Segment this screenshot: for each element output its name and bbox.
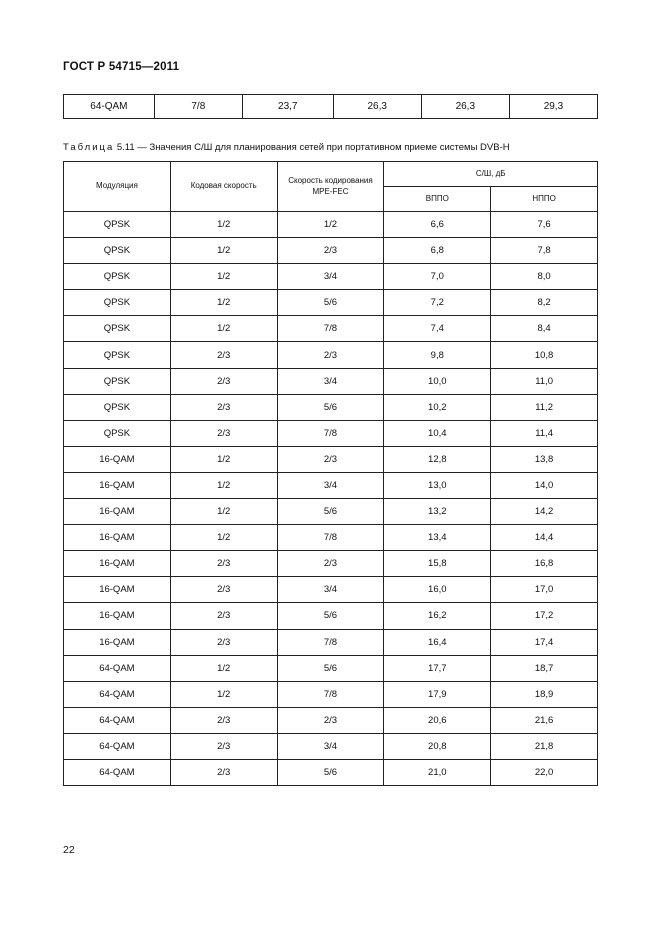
- table-cell: 7/8: [277, 420, 384, 446]
- table-cell: 15,8: [384, 551, 491, 577]
- table-cell: 1/2: [170, 446, 277, 472]
- table-cell: 22,0: [491, 759, 598, 785]
- table-row: [64, 368, 598, 394]
- table-cell: 26,3: [421, 95, 509, 119]
- table-cell: 6,6: [384, 212, 491, 238]
- table-cell: 8,0: [491, 264, 598, 290]
- table-cell: QPSK: [64, 420, 171, 446]
- table-body: [64, 212, 598, 786]
- table-cell: 1/2: [170, 681, 277, 707]
- table-cell: 7,8: [491, 238, 598, 264]
- table-cell: 1/2: [170, 264, 277, 290]
- table-cell: 5/6: [277, 499, 384, 525]
- table-cell: 17,7: [384, 655, 491, 681]
- table-cell: 3/4: [277, 472, 384, 498]
- table-cell: 2/3: [170, 420, 277, 446]
- table-cell: 13,2: [384, 499, 491, 525]
- table-cell: QPSK: [64, 368, 171, 394]
- table-cell: 20,6: [384, 707, 491, 733]
- header-modulation: Модуляция: [64, 162, 171, 212]
- table-cell: 16,0: [384, 577, 491, 603]
- table-cell: 21,6: [491, 707, 598, 733]
- table-cell: 18,9: [491, 681, 598, 707]
- table-cell: 5/6: [277, 603, 384, 629]
- table-cell: 64-QAM: [64, 95, 155, 119]
- table-cell: 7/8: [277, 681, 384, 707]
- table-cell: 1/2: [170, 472, 277, 498]
- table-cell: 7/8: [277, 525, 384, 551]
- table-cell: 8,4: [491, 316, 598, 342]
- table-cell: 26,3: [333, 95, 421, 119]
- header-mpe-fec: Скорость кодирования MPE-FEC: [277, 162, 384, 212]
- table-row: [64, 733, 598, 759]
- table-row: [64, 342, 598, 368]
- caption-text: 5.11 — Значения С/Ш для планирования сетей при портативном приеме системы DVB-H: [114, 142, 510, 153]
- table-cell: QPSK: [64, 316, 171, 342]
- table-cell: 14,2: [491, 499, 598, 525]
- table-row: [64, 394, 598, 420]
- table-row: [64, 603, 598, 629]
- table-cell: 17,4: [491, 629, 598, 655]
- table-cell: 7/8: [154, 95, 242, 119]
- table-cell: 2/3: [170, 733, 277, 759]
- header-vppo: ВППО: [384, 187, 491, 212]
- table-cell: 10,0: [384, 368, 491, 394]
- table-cell: 1/2: [170, 316, 277, 342]
- table-cell: 2/3: [277, 551, 384, 577]
- table-row: [64, 446, 598, 472]
- table-cell: 6,8: [384, 238, 491, 264]
- table-row: [64, 551, 598, 577]
- table-cell: 17,2: [491, 603, 598, 629]
- table-row: [64, 316, 598, 342]
- table-row: [64, 264, 598, 290]
- table-cell: 16,8: [491, 551, 598, 577]
- table-cell: 10,2: [384, 394, 491, 420]
- table-cell: 64-QAM: [64, 759, 171, 785]
- table-cell: 16-QAM: [64, 499, 171, 525]
- table-cell: 21,8: [491, 733, 598, 759]
- table-cell: 16-QAM: [64, 603, 171, 629]
- table-cell: 17,9: [384, 681, 491, 707]
- table-cell: 1/2: [170, 238, 277, 264]
- table-row: [64, 707, 598, 733]
- table-cell: 2/3: [170, 759, 277, 785]
- table-cell: 2/3: [277, 342, 384, 368]
- table-cell: 16-QAM: [64, 629, 171, 655]
- table-cell: QPSK: [64, 342, 171, 368]
- header-code-rate: Кодовая скорость: [170, 162, 277, 212]
- table-cell: 64-QAM: [64, 707, 171, 733]
- table-cell: 1/2: [170, 212, 277, 238]
- document-title: ГОСТ Р 54715—2011: [63, 61, 180, 73]
- table-row: [64, 420, 598, 446]
- table-cell: 29,3: [509, 95, 597, 119]
- table-cell: 64-QAM: [64, 655, 171, 681]
- table-row: [64, 290, 598, 316]
- table-cell: 20,8: [384, 733, 491, 759]
- table-cell: 2/3: [277, 707, 384, 733]
- table-row: [64, 577, 598, 603]
- table-cell: 64-QAM: [64, 733, 171, 759]
- table-row: [64, 499, 598, 525]
- table-cell: 11,4: [491, 420, 598, 446]
- snr-table: [63, 161, 598, 786]
- table-cell: 11,0: [491, 368, 598, 394]
- table-cell: 14,0: [491, 472, 598, 498]
- table-cell: 3/4: [277, 264, 384, 290]
- table-row: [64, 212, 598, 238]
- table-cell: 16-QAM: [64, 551, 171, 577]
- table-row: [64, 681, 598, 707]
- table-cell: 64-QAM: [64, 681, 171, 707]
- table-cell: 2/3: [170, 629, 277, 655]
- table-cell: 1/2: [170, 525, 277, 551]
- table-cell: 2/3: [277, 238, 384, 264]
- table-cell: 2/3: [277, 446, 384, 472]
- table-cell: 23,7: [242, 95, 333, 119]
- table-cell: QPSK: [64, 394, 171, 420]
- table-cell: 7,2: [384, 290, 491, 316]
- table-cell: 5/6: [277, 290, 384, 316]
- table-cell: 7/8: [277, 316, 384, 342]
- table-cell: 17,0: [491, 577, 598, 603]
- table-cell: 1/2: [170, 290, 277, 316]
- table-cell: 10,4: [384, 420, 491, 446]
- table-row: [64, 655, 598, 681]
- table-cell: 16,2: [384, 603, 491, 629]
- table-cell: 18,7: [491, 655, 598, 681]
- table-cell: 7,4: [384, 316, 491, 342]
- table-cell: 3/4: [277, 368, 384, 394]
- header-nppo: НППО: [491, 187, 598, 212]
- table-cell: 5/6: [277, 655, 384, 681]
- table-cell: 16,4: [384, 629, 491, 655]
- table-cell: 11,2: [491, 394, 598, 420]
- table-cell: 1/2: [277, 212, 384, 238]
- table-cell: 2/3: [170, 603, 277, 629]
- table-cell: QPSK: [64, 212, 171, 238]
- table-row: [64, 629, 598, 655]
- table-cell: QPSK: [64, 264, 171, 290]
- table-cell: 16-QAM: [64, 577, 171, 603]
- table-row: [64, 525, 598, 551]
- table-cell: 7,0: [384, 264, 491, 290]
- page-number: 22: [63, 844, 75, 856]
- table-cell: QPSK: [64, 290, 171, 316]
- table-cell: 13,4: [384, 525, 491, 551]
- table-cell: 16-QAM: [64, 472, 171, 498]
- table-cell: 12,8: [384, 446, 491, 472]
- table-cell: 16-QAM: [64, 446, 171, 472]
- table-cell: 1/2: [170, 499, 277, 525]
- table-cell: 2/3: [170, 707, 277, 733]
- table-cell: 7/8: [277, 629, 384, 655]
- table-cell: 2/3: [170, 551, 277, 577]
- caption-label: Таблица: [63, 142, 115, 153]
- table-cell: 2/3: [170, 368, 277, 394]
- header-snr: С/Ш, дБ: [384, 162, 598, 187]
- table-cell: 8,2: [491, 290, 598, 316]
- table-cell: 13,8: [491, 446, 598, 472]
- table-cell: QPSK: [64, 238, 171, 264]
- table-cell: 2/3: [170, 577, 277, 603]
- table-cell: 21,0: [384, 759, 491, 785]
- table-cell: 16-QAM: [64, 525, 171, 551]
- table-cell: 1/2: [170, 655, 277, 681]
- table-cell: 5/6: [277, 394, 384, 420]
- table-row: [64, 472, 598, 498]
- table-cell: 5/6: [277, 759, 384, 785]
- table-cell: 13,0: [384, 472, 491, 498]
- table-caption: [63, 142, 510, 153]
- table-row: [64, 95, 598, 119]
- continuation-table: [63, 94, 598, 119]
- table-cell: 3/4: [277, 733, 384, 759]
- table-cell: 2/3: [170, 342, 277, 368]
- table-cell: 7,6: [491, 212, 598, 238]
- table-row: [64, 759, 598, 785]
- table-cell: 10,8: [491, 342, 598, 368]
- table-cell: 9,8: [384, 342, 491, 368]
- table-cell: 14,4: [491, 525, 598, 551]
- table-row: [64, 238, 598, 264]
- table-cell: 3/4: [277, 577, 384, 603]
- table-cell: 2/3: [170, 394, 277, 420]
